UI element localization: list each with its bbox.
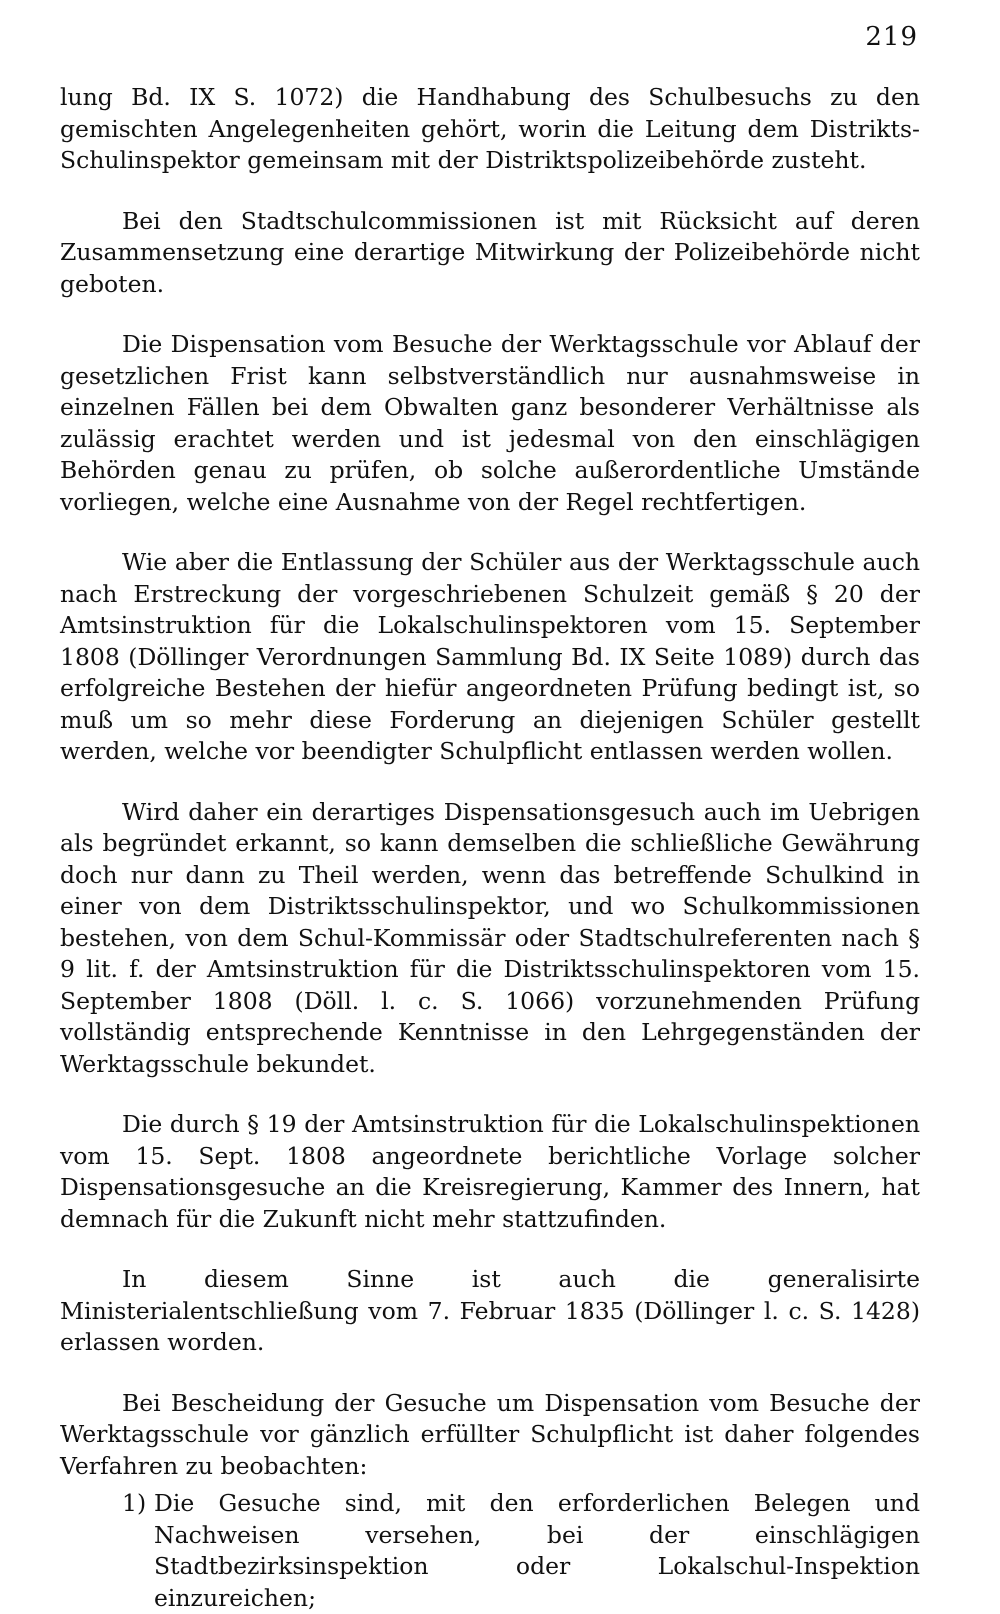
- paragraph-amtsinstruktion: Die durch § 19 der Amtsinstruktion für die Lokalschulinspektionen vom 15. Sept. 1808 angeordnete berichtliche Vorlage solcher Dispensationsgesuche an die Kreisregierung, Kammer des Innern, hat demnach für die Zukunft nicht mehr stattzufinden.: [60, 1110, 920, 1233]
- paragraph-entlassung: Wie aber die Entlassung der Schüler aus der Werktagsschule auch nach Erstreckung der vorgeschriebenen Schulzeit gemäß § 20 der Amtsinstruktion für die Lokalschulinspektoren vom 15. September 1808 (Döllinger Verordnungen Sammlung Bd. IX Seite 1089) durch das erfolgreiche Bestehen der hiefür angeordneten Prüfung bedingt ist, so muß um so mehr diese Forderung an diejenigen Schüler gestellt werden, welche vor beendigter Schulpflicht entlassen werden wollen.: [60, 548, 920, 765]
- paragraph-stadtschulcommissionen: Bei den Stadtschulcommissionen ist mit Rücksicht auf deren Zusammensetzung eine derartige Mitwirkung der Polizeibehörde nicht geboten.: [60, 206, 920, 298]
- paragraph-dispensation: Die Dispensation vom Besuche der Werktagsschule vor Ablauf der gesetzlichen Frist kann selbstverständlich nur ausnahmsweise in einzelnen Fällen bei dem Obwalten ganz besonderer Verhältnisse als zulässig erachtet werden und ist jedesmal von den einschlägigen Behörden genau zu prüfen, ob solche außerordentliche Umstände vorliegen, welche eine Ausnahme von der Regel rechtfertigen.: [60, 330, 920, 516]
- paragraph-verfahren: Bei Bescheidung der Gesuche um Dispensation vom Besuche der Werktagsschule vor gänzlich erfüllter Schulpflicht ist daher folgendes Verfahren zu beobachten:: [60, 1388, 920, 1480]
- paragraph-dispensationsgesuch: Wird daher ein derartiges Dispensationsgesuch auch im Uebrigen als begründet erkannt, so kann demselben die schließliche Gewährung doch nur dann zu Theil werden, wenn das betreffende Schulkind in einer von dem Distriktsschulinspektor, und wo Schulkommissionen bestehen, von dem Schul-Kommissär oder Stadtschulreferenten nach § 9 lit. f. der Amtsinstruktion für die Distriktsschulinspektoren vom 15. September 1808 (Döll. l. c. S. 1066) vorzunehmenden Prüfung vollständig entsprechende Kenntnisse in den Lehrgegenständen der Werktagsschule bekundet.: [60, 797, 920, 1078]
- list-item-text: Die Gesuche sind, mit den erforderlichen Belegen und Nachweisen versehen, bei der einschlägigen Stadtbezirksinspektion oder Lokalschul-Inspektion einzureichen;: [154, 1489, 920, 1612]
- list-item: [60, 1488, 920, 1614]
- paragraph-continuation: lung Bd. IX S. 1072) die Handhabung des Schulbesuchs zu den gemischten Angelegenheiten gehört, worin die Leitung dem Distrikts-Schulinspektor gemeinsam mit der Distriktspolizeibehörde zusteht.: [60, 83, 920, 174]
- list-marker: 1): [122, 1489, 147, 1517]
- paragraph-ministerialentschliessung: In diesem Sinne ist auch die generalisirte Ministerialentschließung vom 7. Februar 1835 (Döllinger l. c. S. 1428) erlassen worden.: [60, 1265, 920, 1356]
- procedure-list: [60, 1488, 920, 1614]
- body-text: [60, 82, 920, 1614]
- page-number: 219: [865, 22, 918, 52]
